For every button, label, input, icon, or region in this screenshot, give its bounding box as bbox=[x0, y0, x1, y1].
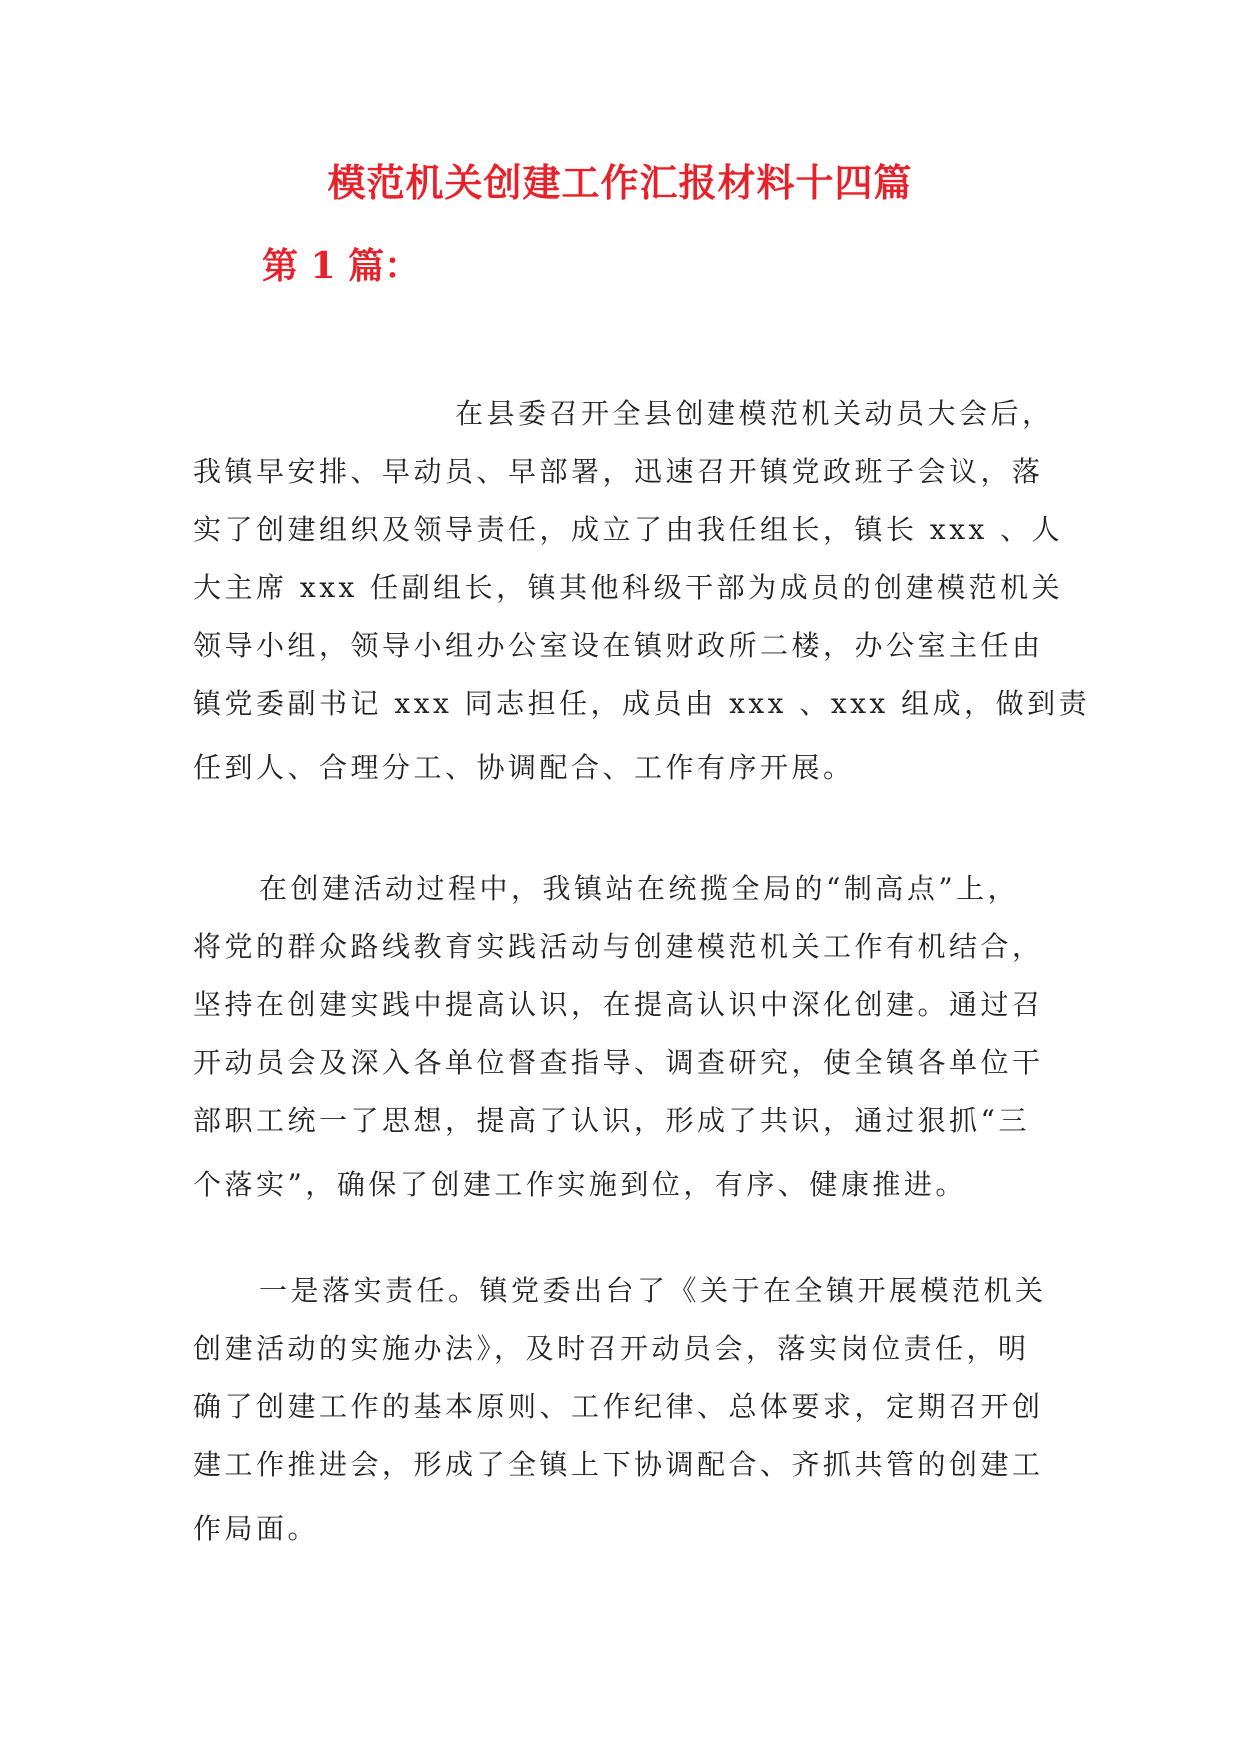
paragraph-line: 在创建活动过程中，我镇站在统揽全局的“制高点”上， bbox=[259, 872, 1020, 905]
paragraph-line: 确了创建工作的基本原则、工作纪律、总体要求，定期召开创 bbox=[193, 1390, 1044, 1423]
paragraph-line: 我镇早安排、早动员、早部署，迅速召开镇党政班子会议，落 bbox=[193, 455, 1044, 488]
paragraph-1 bbox=[193, 385, 1091, 797]
paragraph-3 bbox=[193, 1262, 1053, 1558]
paragraph-line: 实了创建组织及领导责任，成立了由我任组长，镇长 xxx 、人 bbox=[193, 513, 1064, 546]
paragraph-line: 开动员会及深入各单位督查指导、调查研究，使全镇各单位干 bbox=[193, 1046, 1044, 1079]
paragraph-line: 在县委召开全县创建模范机关动员大会后， bbox=[455, 397, 1054, 430]
paragraph-line: 一是落实责任。镇党委出台了《关于在全镇开展模范机关 bbox=[259, 1274, 1047, 1307]
document-title: 模范机关创建工作汇报材料十四篇 bbox=[327, 160, 913, 205]
paragraph-line: 任到人、合理分工、协调配合、工作有序开展。 bbox=[193, 751, 855, 784]
paragraph-line: 创建活动的实施办法》，及时召开动员会，落实岗位责任，明 bbox=[193, 1332, 1030, 1365]
paragraph-line: 建工作推进会，形成了全镇上下协调配合、齐抓共管的创建工 bbox=[193, 1448, 1044, 1481]
paragraph-line: 作局面。 bbox=[193, 1512, 320, 1545]
paragraph-line: 大主席 xxx 任副组长，镇其他科级干部为成员的创建模范机关 bbox=[193, 571, 1064, 604]
paragraph-line: 部职工统一了思想，提高了认识，形成了共识，通过狠抓“三 bbox=[193, 1104, 1030, 1137]
paragraph-2 bbox=[193, 860, 1053, 1214]
section-heading: 第 1 篇： bbox=[262, 245, 421, 287]
paragraph-line: 领导小组，领导小组办公室设在镇财政所二楼，办公室主任由 bbox=[193, 629, 1044, 662]
paragraph-line: 坚持在创建实践中提高认识，在提高认识中深化创建。通过召 bbox=[193, 988, 1044, 1021]
paragraph-line: 将党的群众路线教育实践活动与创建模范机关工作有机结合， bbox=[193, 930, 1044, 963]
paragraph-line: 个落实”，确保了创建工作实施到位，有序、健康推进。 bbox=[193, 1168, 967, 1201]
paragraph-line: 镇党委副书记 xxx 同志担任，成员由 xxx 、xxx 组成，做到责 bbox=[193, 687, 1091, 720]
